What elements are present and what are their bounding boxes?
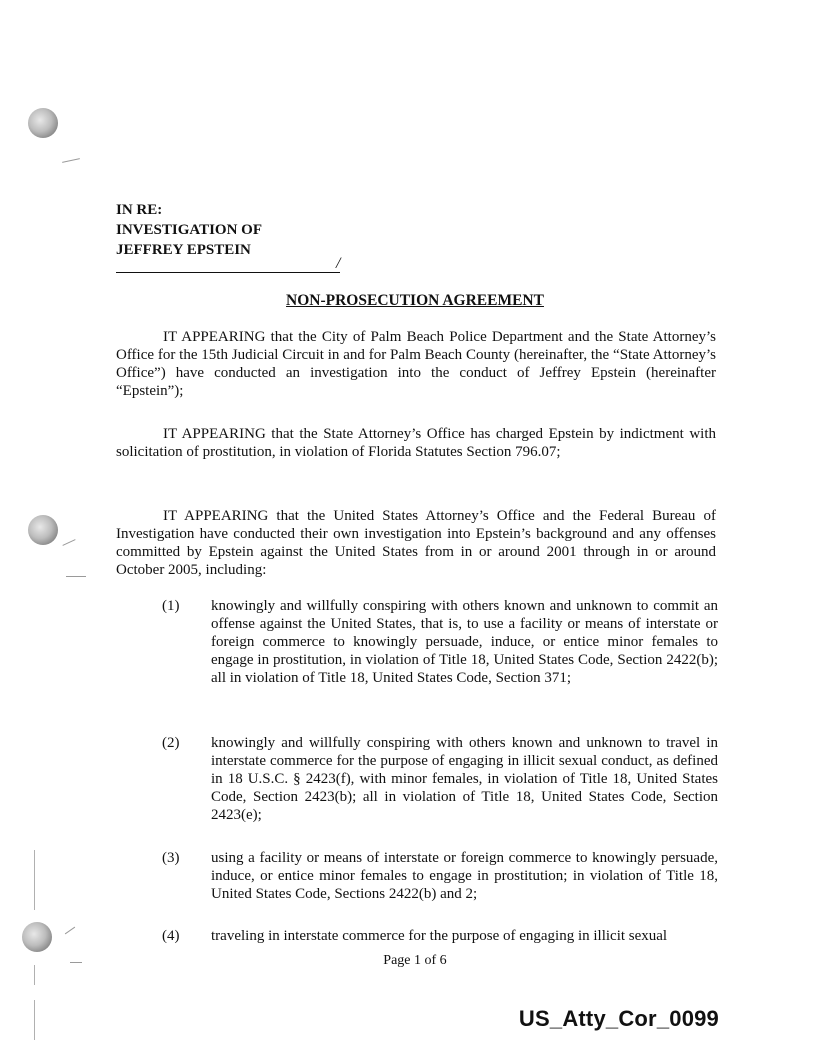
offense-number: (3) <box>162 850 180 866</box>
caption-line-investigation: INVESTIGATION OF <box>116 222 263 238</box>
paragraph-recital-1: IT APPEARING that the City of Palm Beach Police Department and the State Attorney’s Office for the 15th Judicial Circuit in and for Palm Beach County (hereinafter, the “State Attorney’s Office”) have conducted an investigation into the conduct of Jeffrey Epstein (hereinafter “Epstein”); <box>116 329 716 399</box>
paragraph-recital-3: IT APPEARING that the United States Attorney’s Office and the Federal Bureau of Investigation have conducted their own investigation into Epstein’s background and any offenses committed by Epstein against the United States from in or around 2001 through in or around October 2005, including: <box>116 508 716 578</box>
scan-speck <box>62 539 75 546</box>
offense-number: (4) <box>162 928 180 944</box>
scan-mark <box>34 1000 35 1040</box>
caption-underline <box>116 272 340 273</box>
paragraph-recital-2: IT APPEARING that the State Attorney’s Office has charged Epstein by indictment with solicitation of prostitution, in violation of Florida Statutes Section 796.07; <box>116 426 716 460</box>
caption-line-name: JEFFREY EPSTEIN <box>116 242 251 258</box>
scan-mark <box>34 850 35 910</box>
offense-text: using a facility or means of interstate or foreign commerce to knowingly persuade, induce, or entice minor females to engage in prostitution; in violation of Title 18, United States Code, Sections 2422(b) and 2; <box>211 850 718 902</box>
page-number: Page 1 of 6 <box>383 953 447 968</box>
caption-line-in-re: IN RE: <box>116 202 163 218</box>
offense-number: (2) <box>162 735 180 751</box>
bates-stamp: US_Atty_Cor_0099 <box>518 1006 719 1031</box>
document-title: NON-PROSECUTION AGREEMENT <box>286 292 544 309</box>
caption-slash: / <box>336 255 341 272</box>
scan-speck <box>65 927 75 935</box>
scan-speck <box>66 576 86 577</box>
offense-text: traveling in interstate commerce for the purpose of engaging in illicit sexual <box>211 928 668 944</box>
case-caption <box>116 200 262 260</box>
offense-number: (1) <box>162 598 180 614</box>
offense-text: knowingly and willfully conspiring with others known and unknown to commit an offense against the United States, that is, to use a facility or means of interstate or foreign commerce to knowingly persuade, induce, or entice minor females to engage in prostitution, in violation of Title 18, United States Code, Section 2422(b); all in violation of Title 18, United States Code, Section 371; <box>211 598 718 686</box>
punch-hole-top <box>28 108 58 138</box>
punch-hole-bottom <box>22 922 52 952</box>
scan-speck <box>62 158 80 163</box>
punch-hole-middle <box>28 515 58 545</box>
offense-text: knowingly and willfully conspiring with others known and unknown to travel in interstate commerce for the purpose of engaging in illicit sexual conduct, as defined in 18 U.S.C. § 2423(f), with minor females, in violation of Title 18, United States Code, Section 2423(b); all in violation of Title 18, United States Code, Section 2423(e); <box>211 735 718 823</box>
